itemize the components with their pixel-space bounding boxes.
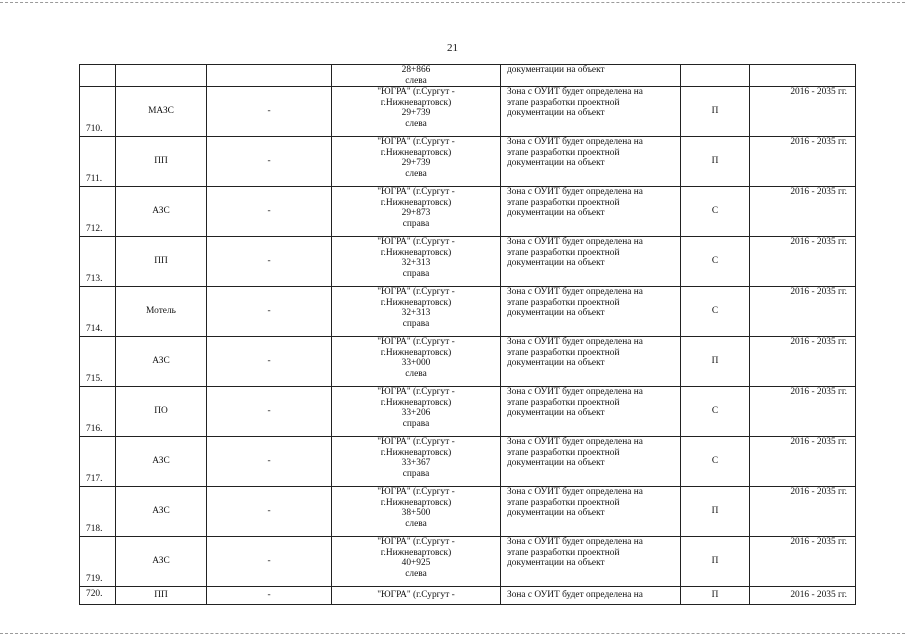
location-line: г.Нижневартовск) [380, 547, 452, 558]
location-line: справа [402, 318, 430, 329]
cell-name: МАЗС [116, 87, 207, 137]
cell-zone [501, 487, 681, 537]
cell-name: ПП [116, 137, 207, 187]
page-number: 21 [447, 42, 458, 54]
location-line: 28+866 [401, 65, 431, 75]
location-line: 29+739 [401, 158, 431, 169]
location-line: г.Нижневартовск) [380, 247, 452, 258]
cell-distance: - [207, 337, 332, 387]
table-row [80, 187, 856, 237]
cell-period: 2016 - 2035 гг. [750, 287, 856, 337]
scan-edge-top [0, 2, 905, 5]
cell-zone [501, 87, 681, 137]
cell-zone [501, 65, 681, 87]
cell-distance: - [207, 387, 332, 437]
location-line: 40+925 [401, 558, 431, 569]
cell-period: 2016 - 2035 гг. [750, 387, 856, 437]
cell-name: ПП [116, 237, 207, 287]
cell-zone [501, 587, 681, 605]
cell-location [332, 65, 501, 87]
cell-category: С [681, 287, 750, 337]
cell-name: АЗС [116, 437, 207, 487]
cell-num: 716. [80, 387, 116, 437]
cell-name: Мотель [116, 287, 207, 337]
cell-period: 2016 - 2035 гг. [750, 87, 856, 137]
location-line: 33+000 [401, 358, 431, 369]
cell-distance: - [207, 487, 332, 537]
cell-location [332, 337, 501, 387]
location-line: 32+313 [401, 308, 431, 319]
zone-line: Зона с ОУИТ будет определена на [507, 87, 643, 98]
cell-category: С [681, 387, 750, 437]
cell-num: 714. [80, 287, 116, 337]
cell-period: 2016 - 2035 гг. [750, 337, 856, 387]
zone-line: документации на объект [507, 408, 605, 419]
zone-line: документации на объект [507, 358, 605, 369]
cell-period: 2016 - 2035 гг. [750, 437, 856, 487]
cell-location [332, 387, 501, 437]
location-line: 32+313 [401, 258, 431, 269]
zone-line: этапе разработки проектной [507, 447, 620, 458]
cell-name: АЗС [116, 337, 207, 387]
cell-zone [501, 187, 681, 237]
cell-period: 2016 - 2035 гг. [750, 537, 856, 587]
cell-distance [207, 65, 332, 87]
cell-period [750, 65, 856, 87]
cell-num: 711. [80, 137, 116, 187]
cell-location [332, 537, 501, 587]
cell-location [332, 587, 501, 605]
cell-period: 2016 - 2035 гг. [750, 137, 856, 187]
location-line: г.Нижневартовск) [380, 447, 452, 458]
cell-category: П [681, 587, 750, 605]
scan-edge-bottom [0, 633, 905, 636]
location-line: "ЮГРА" (г.Сургут - [377, 487, 455, 498]
cell-period: 2016 - 2035 гг. [750, 587, 856, 605]
cell-zone [501, 287, 681, 337]
cell-period: 2016 - 2035 гг. [750, 487, 856, 537]
cell-num: 717. [80, 437, 116, 487]
location-line: "ЮГРА" (г.Сургут - [377, 337, 455, 348]
zone-line: документации на объект [507, 158, 605, 169]
cell-category: С [681, 237, 750, 287]
cell-name: АЗС [116, 537, 207, 587]
zone-line: этапе разработки проектной [507, 497, 620, 508]
cell-period: 2016 - 2035 гг. [750, 187, 856, 237]
table-row-continuation [80, 65, 856, 87]
location-line: г.Нижневартовск) [380, 97, 452, 108]
table-row [80, 387, 856, 437]
location-line: справа [402, 468, 430, 479]
zone-line: этапе разработки проектной [507, 297, 620, 308]
location-line: г.Нижневартовск) [380, 497, 452, 508]
cell-period: 2016 - 2035 гг. [750, 237, 856, 287]
location-line: справа [402, 418, 430, 429]
cell-location [332, 287, 501, 337]
cell-location [332, 437, 501, 487]
zone-line: этапе разработки проектной [507, 197, 620, 208]
cell-category: С [681, 187, 750, 237]
table-row [80, 337, 856, 387]
location-line: 29+873 [401, 208, 431, 219]
cell-category: П [681, 87, 750, 137]
zone-line: документации на объект [507, 558, 605, 569]
cell-num: 710. [80, 87, 116, 137]
cell-name: ПО [116, 387, 207, 437]
zone-line: документации на объект [507, 208, 605, 219]
cell-name: АЗС [116, 187, 207, 237]
cell-category: П [681, 487, 750, 537]
cell-zone [501, 137, 681, 187]
cell-distance: - [207, 137, 332, 187]
cell-zone [501, 387, 681, 437]
location-line: "ЮГРА" (г.Сургут - [377, 237, 455, 248]
location-line: г.Нижневартовск) [380, 197, 452, 208]
zone-line: документации на объект [507, 508, 605, 519]
table-row [80, 487, 856, 537]
zone-line: этапе разработки проектной [507, 97, 620, 108]
zone-line: Зона с ОУИТ будет определена на [507, 487, 643, 498]
cell-distance: - [207, 437, 332, 487]
cell-name: ПП [116, 587, 207, 605]
table-row [80, 237, 856, 287]
cell-location [332, 137, 501, 187]
zone-line: Зона с ОУИТ будет определена на [507, 137, 643, 148]
zone-line: документации на объект [507, 258, 605, 269]
table-row [80, 287, 856, 337]
location-line: г.Нижневартовск) [380, 147, 452, 158]
cell-location [332, 237, 501, 287]
zone-line: Зона с ОУИТ будет определена на [507, 237, 643, 248]
cell-location [332, 187, 501, 237]
location-line: слева [405, 75, 427, 86]
location-line: слева [405, 168, 427, 179]
location-line: справа [402, 268, 430, 279]
cell-num: 718. [80, 487, 116, 537]
location-line: "ЮГРА" (г.Сургут - [377, 537, 455, 548]
zone-line: Зона с ОУИТ будет определена на [507, 337, 643, 348]
cell-category: С [681, 437, 750, 487]
location-line: слева [405, 118, 427, 129]
zone-line: Зона с ОУИТ будет определена на [507, 187, 643, 198]
cell-num: 715. [80, 337, 116, 387]
cell-num: 720. [80, 587, 116, 605]
zone-line: Зона с ОУИТ будет определена на [507, 537, 643, 548]
zone-line: этапе разработки проектной [507, 547, 620, 558]
zone-line: документации на объект [507, 65, 605, 75]
location-line: слева [405, 518, 427, 529]
zone-line: документации на объект [507, 108, 605, 119]
cell-distance: - [207, 287, 332, 337]
zone-line: Зона с ОУИТ будет определена на [507, 387, 643, 398]
cell-category: П [681, 137, 750, 187]
location-line: слева [405, 568, 427, 579]
cell-location [332, 487, 501, 537]
table-row [80, 537, 856, 587]
cell-category [681, 65, 750, 87]
cell-num [80, 65, 116, 87]
zone-line: этапе разработки проектной [507, 247, 620, 258]
location-line: "ЮГРА" (г.Сургут - [377, 287, 455, 298]
table-body [80, 65, 856, 605]
location-line: г.Нижневартовск) [380, 397, 452, 408]
cell-name [116, 65, 207, 87]
cell-category: П [681, 537, 750, 587]
table-row [80, 437, 856, 487]
zone-line: этапе разработки проектной [507, 347, 620, 358]
cell-num: 719. [80, 537, 116, 587]
zone-line: Зона с ОУИТ будет определена на [507, 437, 643, 448]
location-line: 33+206 [401, 408, 431, 419]
cell-zone [501, 537, 681, 587]
location-line: справа [402, 218, 430, 229]
zone-line: документации на объект [507, 458, 605, 469]
zone-line: документации на объект [507, 308, 605, 319]
location-line: "ЮГРА" (г.Сургут - [377, 437, 455, 448]
cell-zone [501, 337, 681, 387]
location-line: 33+367 [401, 458, 431, 469]
cell-category: П [681, 337, 750, 387]
table-row [80, 587, 856, 605]
zone-line: этапе разработки проектной [507, 147, 620, 158]
table-row [80, 87, 856, 137]
cell-location [332, 87, 501, 137]
cell-name: АЗС [116, 487, 207, 537]
location-line: г.Нижневартовск) [380, 297, 452, 308]
cell-num: 712. [80, 187, 116, 237]
location-line: "ЮГРА" (г.Сургут - [377, 387, 455, 398]
cell-distance: - [207, 537, 332, 587]
location-line: "ЮГРА" (г.Сургут - [377, 590, 455, 601]
location-line: слева [405, 368, 427, 379]
location-line: 38+500 [401, 508, 431, 519]
location-line: г.Нижневартовск) [380, 347, 452, 358]
location-line: "ЮГРА" (г.Сургут - [377, 187, 455, 198]
cell-distance: - [207, 587, 332, 605]
cell-zone [501, 437, 681, 487]
zone-line: Зона с ОУИТ будет определена на [507, 590, 643, 601]
location-line: "ЮГРА" (г.Сургут - [377, 87, 455, 98]
cell-num: 713. [80, 237, 116, 287]
cell-distance: - [207, 187, 332, 237]
location-line: 29+739 [401, 108, 431, 119]
cell-zone [501, 237, 681, 287]
zone-line: Зона с ОУИТ будет определена на [507, 287, 643, 298]
cell-distance: - [207, 237, 332, 287]
cell-distance: - [207, 87, 332, 137]
table-row [80, 137, 856, 187]
location-line: "ЮГРА" (г.Сургут - [377, 137, 455, 148]
objects-table [79, 64, 856, 605]
zone-line: этапе разработки проектной [507, 397, 620, 408]
